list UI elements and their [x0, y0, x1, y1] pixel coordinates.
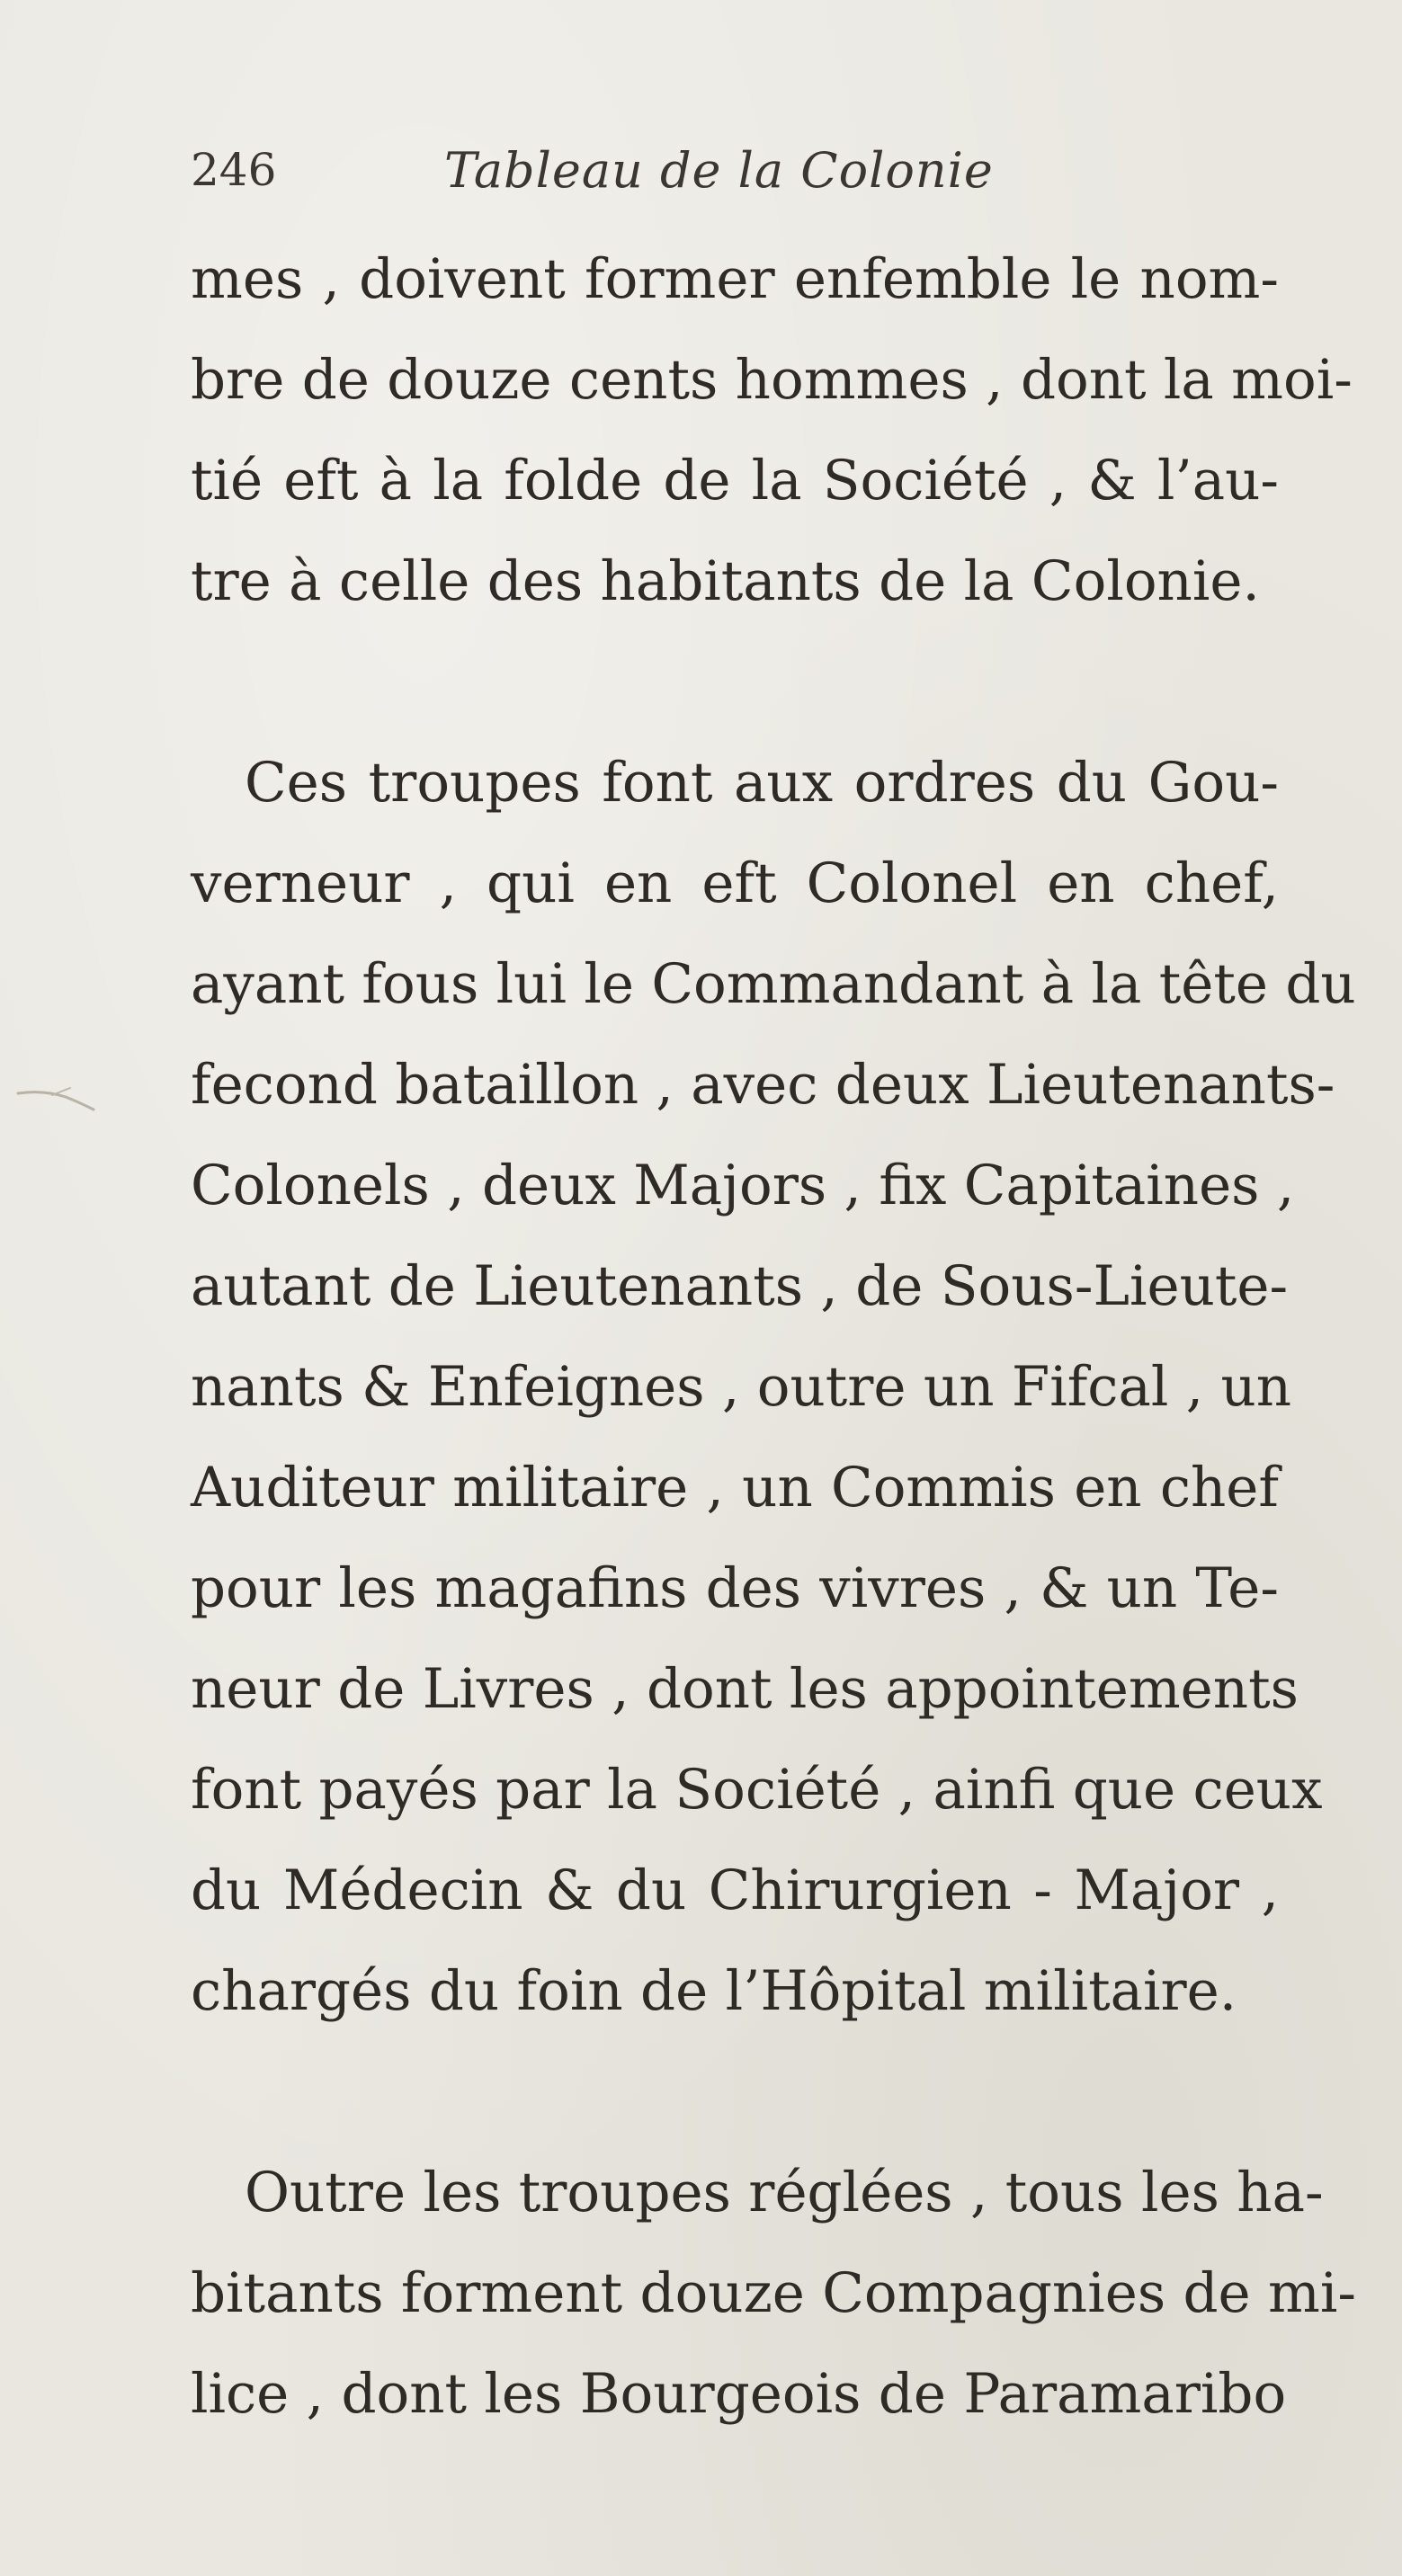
- paragraph-3: [191, 2143, 1357, 2445]
- text-line: fecond bataillon , avec deux Lieutenants-: [191, 1053, 1335, 1117]
- text-line: neur de Livres , dont les appointements: [191, 1657, 1299, 1721]
- text-line: ayant fous lui le Commandant à la tête du: [191, 952, 1356, 1016]
- text-line: lice , dont les Bourgeois de Paramaribo: [191, 2362, 1287, 2426]
- paragraph-1: [191, 229, 1353, 632]
- text-line: nants & Enfeignes , outre un Fifcal , un: [191, 1355, 1292, 1419]
- running-title: Tableau de la Colonie: [444, 142, 994, 199]
- text-line: bre de douze cents hommes , dont la moi-: [191, 348, 1353, 412]
- text-line: verneur , qui en eft Colonel en chef,: [191, 851, 1279, 915]
- paragraph-gap: [191, 632, 1279, 733]
- paragraph-2: [191, 733, 1356, 2042]
- text-line: Ces troupes font aux ordres du Gou-: [245, 751, 1279, 815]
- text-line: autant de Lieutenants , de Sous-Lieute-: [191, 1254, 1289, 1318]
- text-line: font payés par la Société , ainfi que ceux: [191, 1758, 1323, 1822]
- text-line: du Médecin & du Chirurgien - Major ,: [191, 1858, 1279, 1922]
- text-line: Auditeur militaire , un Commis en chef: [191, 1456, 1279, 1520]
- text-line: bitants forment douze Compagnies de mi-: [191, 2261, 1357, 2325]
- paragraph-gap: [191, 2042, 1279, 2143]
- margin-smudge: [16, 1086, 97, 1113]
- text-line: tre à celle des habitants de la Colonie.: [191, 549, 1260, 613]
- page-number: 246: [191, 144, 277, 196]
- text-line: Outre les troupes réglées , tous les ha-: [245, 2161, 1324, 2224]
- running-head: [191, 135, 1090, 207]
- text-line: mes , doivent former enfemble le nom-: [191, 247, 1279, 311]
- text-line: tié eft à la folde de la Société , & l’au-: [191, 449, 1279, 513]
- text-line: chargés du foin de l’Hôpital militaire.: [191, 1959, 1237, 2023]
- text-line: pour les magafins des vivres , & un Te-: [191, 1556, 1279, 1620]
- text-line: Colonels , deux Majors , fix Capitaines ,: [191, 1154, 1295, 1217]
- body-text: [191, 229, 1357, 2445]
